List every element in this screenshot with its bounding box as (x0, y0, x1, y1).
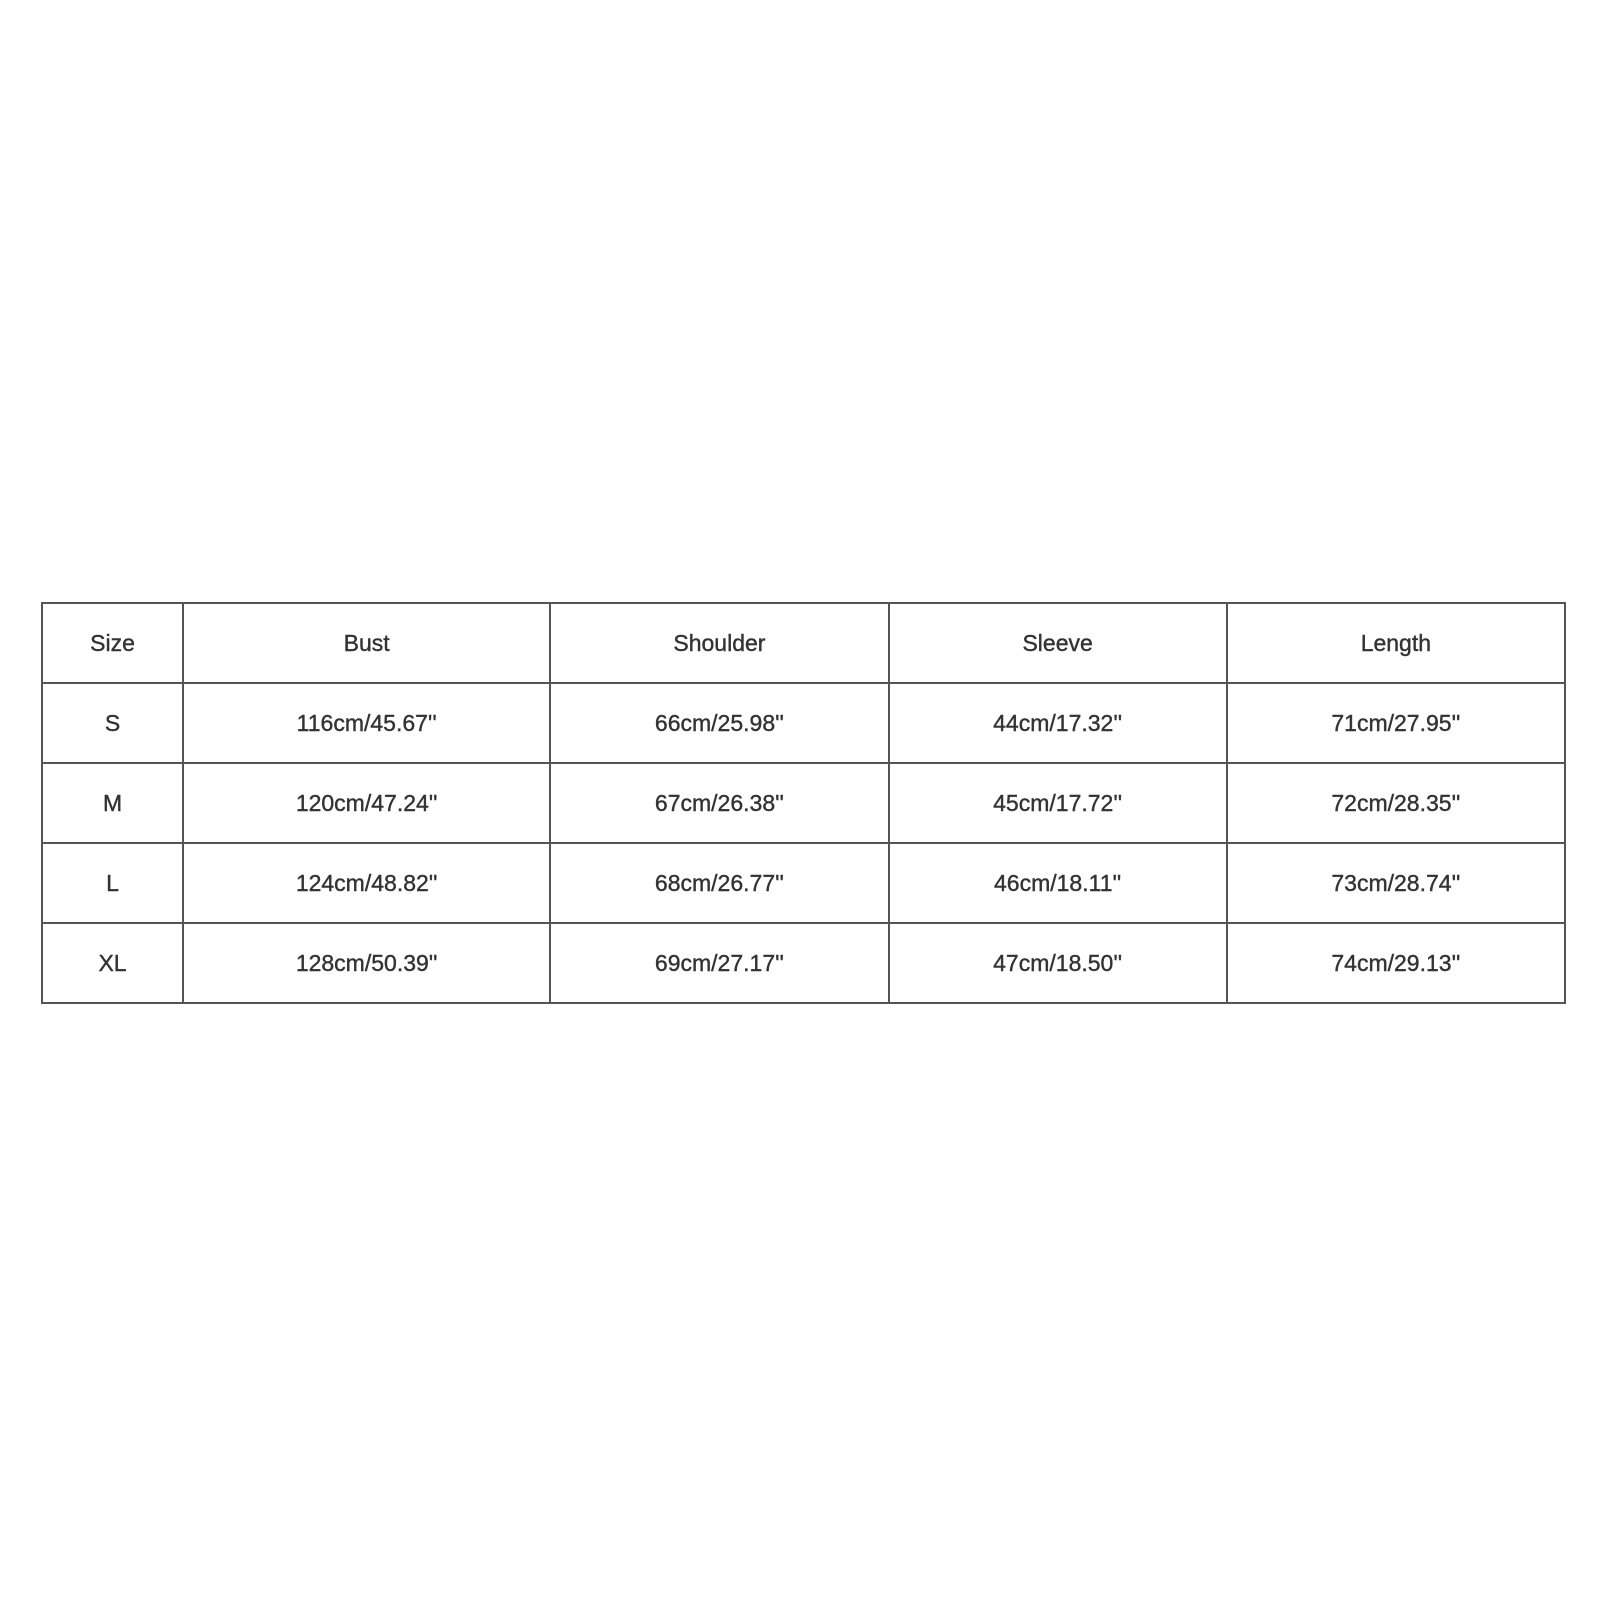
cell-size: S (42, 683, 183, 763)
cell-size: XL (42, 923, 183, 1003)
cell-sleeve: 47cm/18.50'' (889, 923, 1227, 1003)
cell-bust: 124cm/48.82'' (183, 843, 550, 923)
cell-bust: 120cm/47.24'' (183, 763, 550, 843)
cell-length: 71cm/27.95'' (1227, 683, 1565, 763)
cell-shoulder: 67cm/26.38'' (550, 763, 888, 843)
cell-length: 72cm/28.35'' (1227, 763, 1565, 843)
cell-length: 74cm/29.13'' (1227, 923, 1565, 1003)
size-chart-table (41, 602, 1566, 1004)
cell-shoulder: 66cm/25.98'' (550, 683, 888, 763)
cell-size: L (42, 843, 183, 923)
table-row (42, 683, 1565, 763)
cell-shoulder: 68cm/26.77'' (550, 843, 888, 923)
table-row (42, 763, 1565, 843)
header-size: Size (42, 603, 183, 683)
cell-sleeve: 44cm/17.32'' (889, 683, 1227, 763)
cell-sleeve: 45cm/17.72'' (889, 763, 1227, 843)
header-bust: Bust (183, 603, 550, 683)
cell-sleeve: 46cm/18.11'' (889, 843, 1227, 923)
cell-size: M (42, 763, 183, 843)
table-row (42, 843, 1565, 923)
cell-length: 73cm/28.74'' (1227, 843, 1565, 923)
header-length: Length (1227, 603, 1565, 683)
cell-bust: 128cm/50.39'' (183, 923, 550, 1003)
header-shoulder: Shoulder (550, 603, 888, 683)
header-sleeve: Sleeve (889, 603, 1227, 683)
header-row (42, 603, 1565, 683)
cell-shoulder: 69cm/27.17'' (550, 923, 888, 1003)
cell-bust: 116cm/45.67'' (183, 683, 550, 763)
table-row (42, 923, 1565, 1003)
